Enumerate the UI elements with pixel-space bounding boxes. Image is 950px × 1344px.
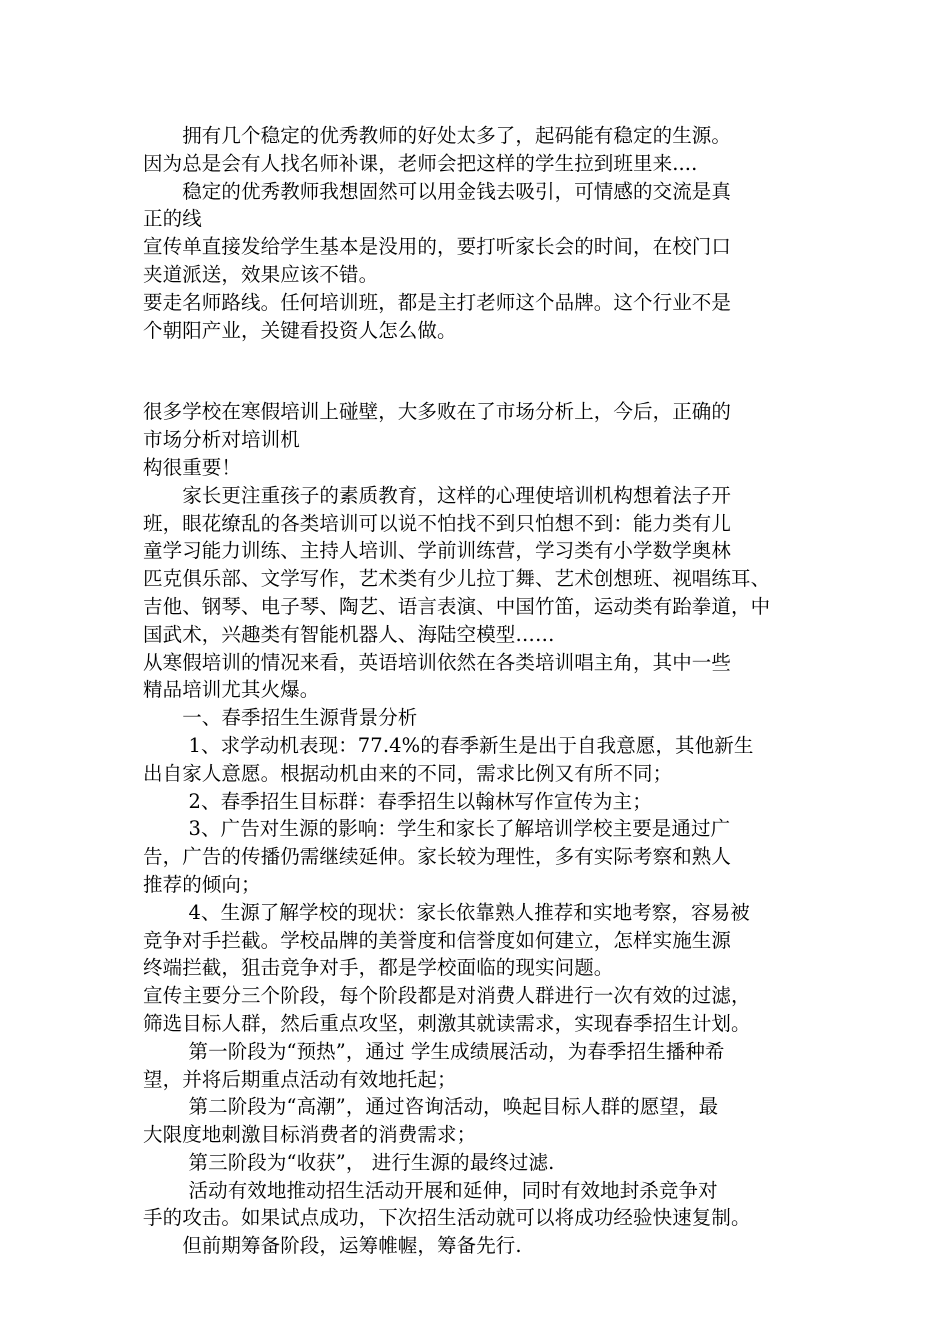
text-line: 告，广告的传播仍需继续延伸。家长较为理性，多有实际考察和熟人 [143,845,732,869]
text-line: 从寒假培训的情况来看，英语培训依然在各类培训唱主角，其中一些 [143,650,732,674]
text-line: 要走名师路线。任何培训班，都是主打老师这个品牌。这个行业不是 [143,290,732,314]
text-line: 但前期筹备阶段，运筹帷幄，筹备先行. [143,1234,522,1258]
text-line: 正的线 [143,207,202,231]
text-line: 终端拦截，狙击竞争对手，都是学校面临的现实问题。 [143,956,614,980]
text-line: 出自家人意愿。根据动机由来的不同，需求比例又有所不同； [143,761,673,785]
text-line: 很多学校在寒假培训上碰壁，大多败在了市场分析上，今后，正确的 [143,400,732,424]
text-line: 活动有效地推动招生活动开展和延伸，同时有效地封杀竞争对 [143,1178,718,1202]
text-line: 个朝阳产业，关键看投资人怎么做。 [143,318,457,342]
text-line: 班，眼花缭乱的各类培训可以说不怕找不到只怕想不到：能力类有儿 [143,511,732,535]
text-line: 稳定的优秀教师我想固然可以用金钱去吸引，可情感的交流是真 [143,179,732,203]
paragraph-spacer [143,344,815,398]
text-line: 拥有几个稳定的优秀教师的好处太多了，起码能有稳定的生源。 [143,124,732,147]
text-line: 望，并将后期重点活动有效地托起； [143,1067,457,1091]
text-line: 第一阶段为“预热”，通过 学生成绩展活动，为春季招生播种希 [143,1039,725,1063]
paragraph-block-1 [143,122,815,344]
text-line: 匹克俱乐部、文学写作，艺术类有少儿拉丁舞、艺术创想班、视唱练耳、 [143,567,771,591]
text-line: 夹道派送，效果应该不错。 [143,262,379,286]
text-line: 构很重要！ [143,455,242,479]
text-line: 1、求学动机表现：77.4%的春季新生是出于自我意愿，其他新生 [143,733,754,757]
text-line: 童学习能力训练、主持人培训、学前训练营，学习类有小学数学奥林 [143,539,732,563]
text-line: 宣传单直接发给学生基本是没用的，要打听家长会的时间，在校门口 [143,235,732,259]
text-line: 第三阶段为“收获”， 进行生源的最终过滤. [143,1150,555,1174]
text-line: 3、广告对生源的影响：学生和家长了解培训学校主要是通过广 [143,817,731,841]
text-line: 2、春季招生目标群：春季招生以翰林写作宣传为主； [143,789,652,813]
paragraph-block-2 [143,398,815,1260]
text-line: 家长更注重孩子的素质教育，这样的心理使培训机构想着法子开 [143,483,732,507]
document-page [143,122,815,1260]
text-line: 市场分析对培训机 [143,428,300,452]
text-line: 精品培训尤其火爆。 [143,678,320,702]
text-line: 4、生源了解学校的现状：家长依靠熟人推荐和实地考察，容易被 [143,900,750,924]
text-line: 手的攻击。如果试点成功，下次招生活动就可以将成功经验快速复制。 [143,1206,751,1230]
text-line: 第二阶段为“高潮”，通过咨询活动，唤起目标人群的愿望，最 [143,1095,719,1119]
text-line: 国武术，兴趣类有智能机器人、海陆空模型…… [143,622,555,646]
section-heading: 一、春季招生生源背景分析 [143,706,418,730]
text-line: 大限度地刺激目标消费者的消费需求； [143,1123,477,1147]
text-line: 吉他、钢琴、电子琴、陶艺、语言表演、中国竹笛，运动类有跆拳道，中 [143,594,771,618]
text-line: 宣传主要分三个阶段，每个阶段都是对消费人群进行一次有效的过滤， [143,984,751,1008]
text-line: 竞争对手拦截。学校品牌的美誉度和信誉度如何建立，怎样实施生源 [143,928,732,952]
text-line: 推荐的倾向； [143,872,261,896]
text-line: 筛选目标人群，然后重点攻坚，刺激其就读需求，实现春季招生计划。 [143,1011,751,1035]
text-line: 因为总是会有人找名师补课，老师会把这样的学生拉到班里来.... [143,151,698,175]
